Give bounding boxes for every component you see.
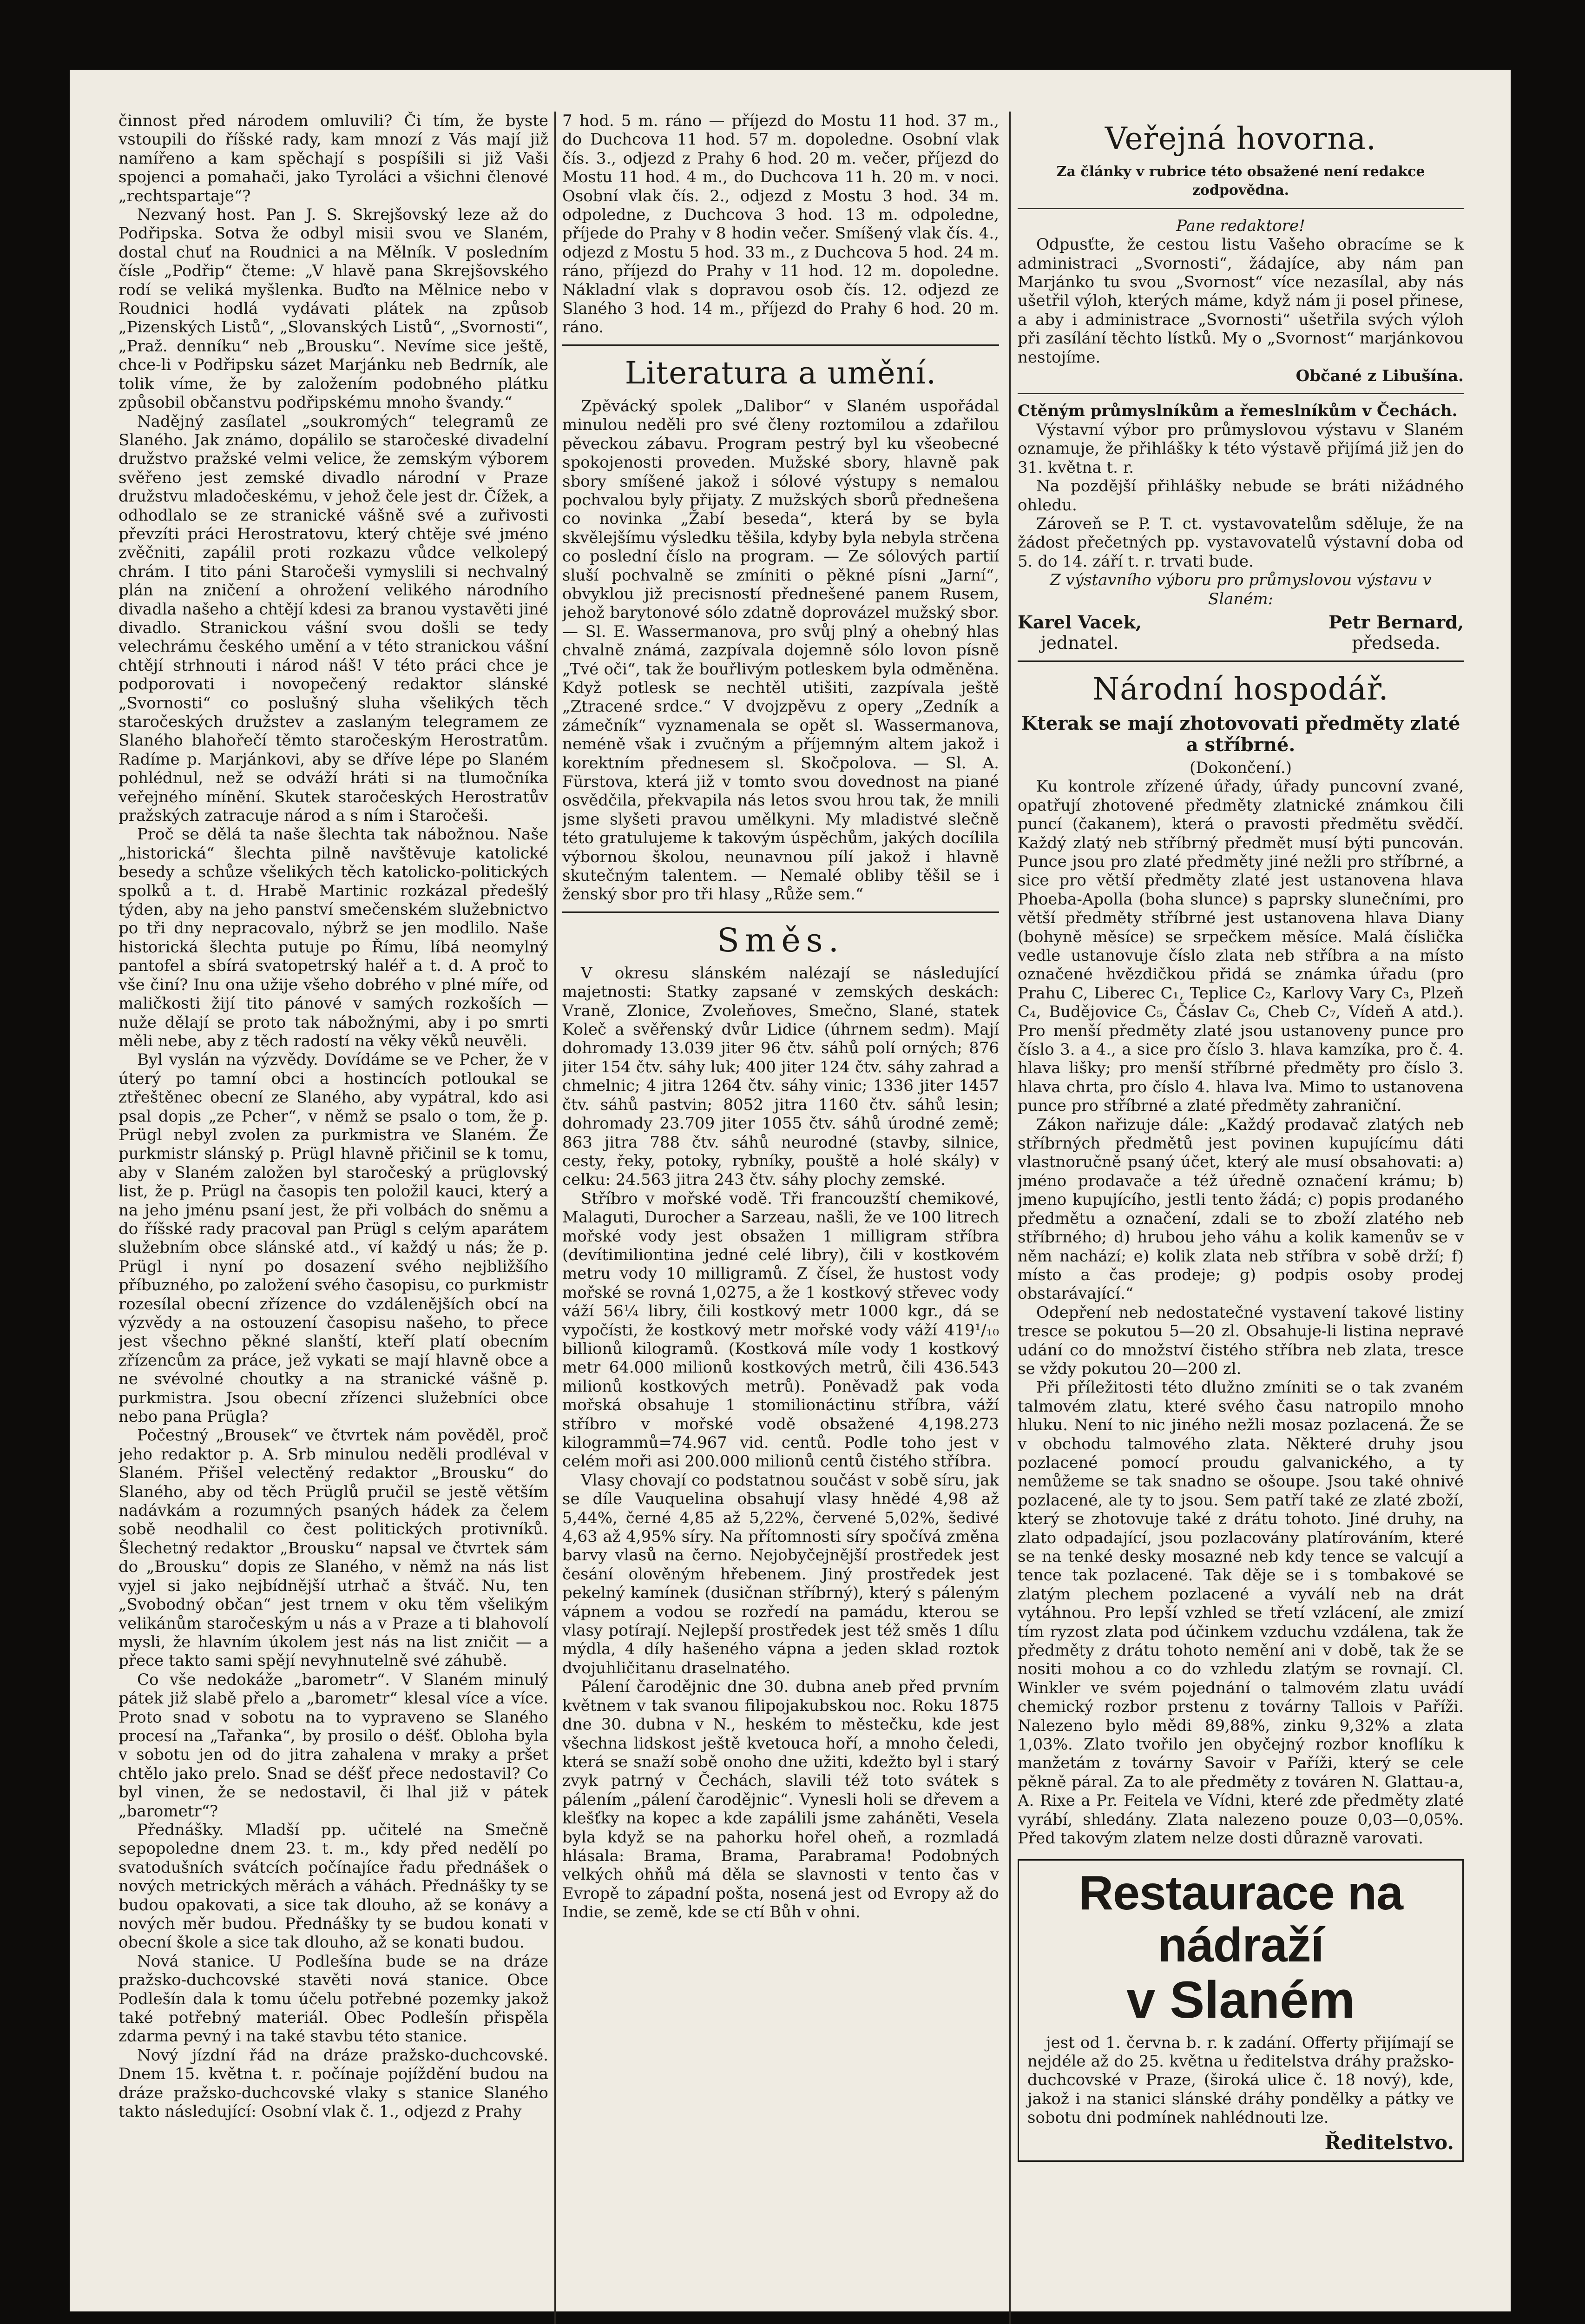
scan-border-top <box>0 0 1585 70</box>
exhibition-heading: Ctěným průmyslníkům a řemeslníkům v Čechách. <box>1018 402 1458 421</box>
paragraph: Počestný „Brousek“ ve čtvrtek nám pověděl, proč jeho redaktor p. A. Srb minulou neděli prodléval v Slaném. Přišel velectěný redaktor „Brousku“ do Slaného, aby od těch Prüglů pručil se jestě větším nadávkám a rozumných psaných hádek za čelem sobě neodhalil co čest politických protivníků. Šlechetný redaktor „Brousku“ napsal ve čtvrtek sám do „Brousku“ dopis ze Slaného, v němž na nás list vyjel si jako nejbídnější utrhač a štváč. Nu, ten „Svobodný občan“ jest trnem v oku těm všelikým velikánům staročeským u nás a v Praze a ti blahovolí mysli, že hlavním úkolem jest nás na list zničit — a přece takto sami spějí nevyhnutelně své záhubě. <box>118 1426 548 1670</box>
smes-heading: Směs. <box>717 921 844 959</box>
column-rule-2 <box>1009 112 1011 2324</box>
signer-1-name: Karel Vacek, <box>1018 611 1142 633</box>
paragraph: činnost před národem omluvili? Či tím, že byste vstoupili do říšské rady, kam mnozí z Vás mají již namířeno a kam spěchají s pospíšili si již Vaši spojenci a pomahači, jako Tyroláci a všichni členové „rechtspartaje“? <box>118 112 548 205</box>
column-rule-1 <box>554 112 556 2324</box>
signer-2-role: předseda. <box>1352 632 1440 653</box>
literature-heading: Literatura a umění. <box>625 355 937 391</box>
timetable-paragraph: 7 hod. 5 m. ráno — příjezd do Mostu 11 hod. 37 m., do Duchcova 11 hod. 57 m. dopoledne. Osobní vlak čís. 3., odjezd z Prahy 6 hod. 20 m. večer, příjezd do Mostu 11 hod. 4 m., do Duchcova 11 h. 20 m. v noci. Osobní vlak čís. 2., odjezd z Mostu 3 hod. 34 m. odpoledne, z Duchcova 3 hod. 13 m. odpoledne, příjede do Prahy v 8 hodin večer. Smíšený vlak čís. 4., odjezd z Mostu 5 hod. 33 m., z Duchcova 5 hod. 24 m. ráno, příjezd do Prahy v 11 hod. 12 m. dopoledne. Nákladní vlak s dopravou osob čís. 12. odjezd ze Slaného 3 hod. 14 m., příjezd do Prahy 6 hod. 20 m. ráno. <box>562 112 999 337</box>
scan-border-left <box>0 0 70 2324</box>
literature-paragraph: Zpěvácký spolek „Dalibor“ v Slaném uspořádal minulou neděli pro své členy roztomilou a zdařilou pěveckou zábavu. Program pestrý byl ku všeobecné spokojenosti proveden. Mužské sbory, hlavně pak sbory smíšené jakož i sólové výstupy s nemalou pochvalou byly přijaty. Z mužských sborů přednešena co novinka „Žabí beseda“, která by se byla skvělejšímu výsledku těšila, kdyby byla nebyla strčena co poslední číslo na program. — Ze sólových partií sluší pochvalně se zmíniti o pěkné písni „Jarní“, obvyklou již precisností přednešené panem Rusem, jehož barytonové sólo zdatně doprovázel mužský sbor. — Sl. E. Wassermanova, pro svůj plný a ohebný hlas chvalně známá, zazpívala dojemně sólo lovon písně „Tvé oči“, tak že bouřlivým potleskem byla odměněna. Když potlesk se nechtěl utišiti, zazpívala ještě „Ztracené srdce.“ V dvojzpěvu z opery „Zedník a zámečník“ vyznamenala se opět sl. Wassermanova, neméně však i zvučným a příjemným altem jakož i korektním přednesem sl. Skočpolova. — Sl. A. Fürstova, která již v tomto svou dovednost na piané osvědčila, překvapila nás letos svou hrou tak, že mnili jsme slyšeti pravou umělkyni. My mladistvé slečně této gratulujeme k takovým úspěchům, jakých docílila výbornou školou, neunavnou pílí jakož i hlavně skutečným talentem. — Nemalé obliby těšil se i ženský sbor pro tři hlasy „Růže sem.“ <box>562 396 999 904</box>
ad-signature: Ředitelstvo. <box>1324 2131 1454 2154</box>
smes-paragraph: Stříbro v mořské vodě. Tři francouzští chemikové, Malaguti, Durocher a Sarzeau, našli, že ve 100 litrech mořské vody jest obsažen 1 milligram stříbra (devítimiliontina jedné celé libry), čili v kostkovém metru vody 10 milligramů. Z čísel, že hustost vody mořské se rovná 1,0275, a že 1 kostkový střevec vody váží 56¼ libry, čili kostkový metr 1000 kgr., dá se vypočísti, že kostkový metr mořské vody váží 419¹/₁₀ billionů kilogramů. (Kostková míle vody 1 kostkový metr 64.000 milionů kostkových metrů, čili 436.543 milionů kostkových metrů). Poněvadž pak voda mořská obsahuje 1 stomilionáctinu stříbra, váží stříbro v mořské vodě obsažené 4,198.273 kilogrammů=74.967 vid. centů. Podle toho jest v celém moři asi 200.000 milionů centů čistého stříbra. <box>562 1189 999 1471</box>
signatures <box>1018 612 1464 653</box>
letter-signature: Občané z Libušína. <box>1296 367 1464 386</box>
signer-2-name: Petr Bernard, <box>1329 611 1464 633</box>
paragraph: Nový jízdní řád na dráze pražsko-duchcovské. Dnem 15. května t. r. počínaje pojíždění budou na dráze pražsko-duchcovské vlaky s stanice Slaného takto následující: Osobní vlak č. 1., odjezd z Prahy <box>118 2046 548 2121</box>
divider <box>562 911 999 913</box>
verejna-hovorna-heading: Veřejná hovorna. <box>1105 121 1377 157</box>
letter-greeting: Pane redaktore! <box>1176 216 1305 235</box>
exhibition-paragraph: Zároveň se P. T. ct. vystavovatelům sděluje, že na žádost přečetných pp. vystavovatelů výstavní doba od 5. do 14. září t. r. trvati bude. <box>1018 514 1464 571</box>
paragraph: Nadějný zasílatel „soukromých“ telegramů ze Slaného. Jak známo, dopálilo se staročeské divadelní družstvo pražské velmi velice, že zemským výborem svěřeno jest zemské divadlo národní v Praze družstvu mladočeskému, v jehož čele jest dr. Čížek, a odhodlalo se ze stranické vášně své a zuřivosti převzíti práci Herostratovu, který chtěje své jméno zvěčniti, zapálil proti rozkazu vůdce velkolepý chrám. I tito páni Staročeši vymyslili si nechvalný plán na zničení a ohrožení velikého národního divadla našeho a chtějí kdesi za branou vystavěti jiné divadlo. Stranickou vášní svou došli se tedy velechrámu českého umění a v této stranickou vášní chtějí strhnouti i národ náš! V této práci chce je podporovati i novopečený redaktor slánské „Svornosti“ co poslušný sluha všelikých těch staročeských družstev a zaslaným telegramem ze Slaného blahořečí těmto staročeským Herostratům. Radíme p. Marjánkovi, aby se dříve lépe po Slaném pohlédnul, než se odváží hráti si na tlumočníka veřejného mínění. Skutek staročeských Herostratův pražských zatracuje národ a s ním i Staročeši. <box>118 412 548 825</box>
verejna-note: Za články v rubrice této obsažené není redakce zodpovědna. <box>1056 164 1425 199</box>
exhibition-paragraph: Výstavní výbor pro průmyslovou výstavu v Slaném oznamuje, že přihlášky k této výstavě přijímá již jen do 31. května t. r. <box>1018 420 1464 477</box>
divider <box>562 344 999 346</box>
paragraph: Co vše nedokáže „barometr“. V Slaném minulý pátek již slabě přelo a „barometr“ klesal více a více. Proto snad v sobotu na to vypraveno se Slaného procesí na „Tařanka“, by prosilo o déšť. Obloha byla v sobotu jen od do jitra zahalena v mraky a pršet chtělo jako prelo. Snad se déšť přece nedostavil? Co byl vinen, že se nedostavil, či lhal již v pátek „barometr“? <box>118 1670 548 1821</box>
exhibition-committee: Z výstavního výboru pro průmyslovou výstavu v Slaném: <box>1050 571 1432 608</box>
smes-paragraph: V okresu slánském nalézají se následující majetnosti: Statky zapsané v zemských deskách: Vraně, Zlonice, Zvoleňoves, Smečno, Slané, statek Koleč a svěřenský dvůr Lidice (úhrnem sedm). Mají dohromady 13.039 jiter 96 čtv. sáhů polí orných; 876 jiter 154 čtv. sáhy luk; 400 jiter 124 čtv. sáhy zahrad a chmelnic; 4 jitra 1264 čtv. sáhy vinic; 1336 jiter 1457 čtv. sáhů pastvin; 8052 jitra 1160 čtv. sáhů lesin; dohromady 23.709 jiter 1055 čtv. sáhů úrodné země; 863 jitra 788 čtv. sáhů neurodné (stavby, silnice, cesty, řeky, potoky, rybníky, pouště a holé skály) v celku: 24.563 jitra 243 čtv. sáhy plochy zemské. <box>562 964 999 1189</box>
exhibition-paragraph: Na pozdější přihlášky nebude se bráti nižádného ohledu. <box>1018 477 1464 515</box>
ad-subtitle: v Slaném <box>1126 1970 1355 2029</box>
narodni-paragraph: Ku kontrole zřízené úřady, úřady puncovní zvané, opatřují zhotovené předměty zlatnické známkou čili puncí (čakanem), která o pravosti předmětu svědčí. Každý zlatý neb stříbrný předmět musí býti puncován. Punce jsou pro zlaté předměty jiné nežli pro stříbrné, a sice pro větší předměty zlaté jest ustanovena hlava Phoeba-Apolla (boha slunce) s paprsky slunečními, pro větší předměty stříbrné jest ustanovena hlava Diany (bohyně měsíce) se srpečkem měsíce. Malá číslička vedle ustanovuje číslo zlata neb stříbra a na místo označené hvězdičkou přidá se známka úřadu (pro Prahu C, Liberec C₁, Teplice C₂, Karlovy Vary C₃, Plzeň C₄, Budějovice C₅, Čáslav C₆, Cheb C₇, Vídeň A atd.). Pro menší předměty zlaté jsou ustanoveny punce pro číslo 3. a 4., a sice pro číslo 3. hlava kamzíka, pro č. 4. hlava lišky; pro menší stříbrné předměty pro číslo 3. hlava chrta, pro číslo 4. hlava lva. Mimo to ustanovena punce pro stříbrné a zlaté předměty zahraniční. <box>1018 777 1464 1116</box>
ad-text: jest od 1. června b. r. k zadání. Offerty přijímají se nejdéle až do 25. května u ředitelstva dráhy pražsko-duchcovské v Praze, (široká ulice č. 18 nový), kde, jakož i na stanici slánské dráhy pondělky a pátky ve sobotu dni podmínek nahlédnouti lze. <box>1027 2033 1454 2127</box>
signer-1-role: jednatel. <box>1040 632 1119 653</box>
signer-2 <box>1329 612 1464 653</box>
narodni-paragraph: Zákon nařizuje dále: „Každý prodavač zlatých neb stříbrných předmětů jest povinen kupujícímu dáti vlastnoručně psaný účet, který ale musí obsahovati: a) jméno prodavače a též úředně označení krámu; b) jmeno kupujícího, jestli tento žádá; c) popis prodaného předmětu a označení, zdali se to zboží zlatého neb stříbrného; d) hrubou jeho váhu a kolik kamenův se v něm nachází; e) kolik zlata neb stříbra v sobě drží; f) místo a čas prodeje; g) podpis osoby prodej obstarávající.“ <box>1018 1115 1464 1303</box>
smes-paragraph: Pálení čarodějnic dne 30. dubna aneb před prvním květnem v tak svanou filipojakubskou noc. Roku 1875 dne 30. dubna v N., heském to městečku, kde jest všechna lidskost ještě kvetouca hoří, a mnoho čeledi, která se snaží sobě onoho dne užiti, kdežto byl i starý zvyk patrný v Čechách, slavili též toto svátek s pálením „pálení čarodějnic“. Vynesli holi se dřevem a klešťky na kopec a kde zapálili jsme zaháněti, Vesela byla když se na pahorku hořel oheň, a rozmladá hlásala: Brama, Brama, Parabrama! Podobných velkých ohňů má děla se slavnosti v tento čas v Evropě to západní pošta, nosená jest od Evropy až do Indie, se země, kde se ctí Bůh v ohni. <box>562 1677 999 1922</box>
narodni-hospodar-heading: Národní hospodář. <box>1092 671 1389 707</box>
letter-text: Odpusťte, že cestou listu Vašeho obracíme se k administraci „Svornosti“, žádajíce, aby nám pan Marjánko tu svou „Svornost“ více nezasílal, aby nás ušetřil výloh, kterých máme, když nám ji posel přinese, a aby i administrace „Svornosti“ ušetřila svých výloh při zasílání těchto lístků. My o „Svornost“ marjánkovou nestojíme. <box>1018 235 1464 367</box>
divider <box>1018 393 1464 394</box>
paragraph: Proč se dělá ta naše šlechta tak nábožnou. Naše „historická“ šlechta pilně navštěvuje katolické besedy a schůze všelikých těch katolicko-politických spolků a t. d. Hrabě Martinic rozkázal předešlý týden, aby na jeho panství smečenském služebnictvo po tři dny nepracovalo, nýbrž se jen modlilo. Naše historická šlechta putuje po Římu, líbá neomylný pantofel a sbírá svatopetrský haléř a t. d. A proč to vše činí? Inu ona užije všeho dobrého v plné míře, od maličkosti žijí tito pánové v samých rozkoších — nuže dělají se proto tak nábožnými, aby i po smrti měli nebe, aby z těch radostí na věky věků neuvěli. <box>118 825 548 1050</box>
narodni-paragraph: Odepření neb nedostatečné vystavení takové listiny tresce se pokutou 5—20 zl. Obsahuje-li listina nepravé udání co do množství čistého stříbra neb zlata, tresce se vždy pokutou 20—200 zl. <box>1018 1303 1464 1378</box>
narodni-subheading: Kterak se mají zhotovovati předměty zlaté a stříbrné. <box>1021 712 1460 756</box>
ad-title: Restaurace na nádraží <box>1078 1866 1403 1972</box>
continued-note: (Dokončení.) <box>1190 758 1292 777</box>
signer-1 <box>1018 612 1142 653</box>
paragraph: Nezvaný host. Pan J. S. Skrejšovský leze až do Podřipska. Sotva že odbyl misii svou ve Slaném, dostal chuť na Roudnici a na Mělník. V posledním čísle „Podřip“ čteme: „V hlavě pana Skrejšovského rodí se veliká myšlenka. Buďto na Mělnice nebo v Roudnici hodlá vydávati plátek na způsob „Pizenských Listů“, „Slovanských Listů“, „Svornosti“, „Praž. denníku“ neb „Brousku“. Nevíme sice ještě, chce-li v Podřipsku sázet Marjánku neb Bedrník, ale tolik víme, že by založením podobného plátku způsobil občanstvu podřipskému mnoho švandy.“ <box>118 205 548 412</box>
smes-paragraph: Vlasy chovají co podstatnou součást v sobě síru, jak se díle Vauquelina obsahují vlasy hnědé 4,98 až 5,44%, černé 4,85 až 5,22%, červené 5,02%, šedivé 4,63 až 4,95% síry. Na přítomnosti síry spočívá změna barvy vlasů na černo. Nejobyčejnější prostředek jest česání olověným hřebenem. Jiný prostředek jest pekelný kamínek (dusičnan stříbrný), který s páleným vápnem a vodou se rozředí na pamádu, kterou se vlasy potírají. Nejlepší prostředek jest též směs 1 dílu mýdla, 4 díly hašeného vápna a jeden sklad roztok dvojuhličitanu draselnatého. <box>562 1471 999 1677</box>
divider <box>1018 660 1464 662</box>
divider <box>1018 208 1464 209</box>
paragraph: Nová stanice. U Podlešína bude se na dráze pražsko-duchcovské stavěti nová stanice. Obce Podlešín dala k tomu účelu potřebné pozemky jakož také potřebný materiál. Obec Podlešín přispěla zdarma pevný i na také stavbu této stanice. <box>118 1952 548 2046</box>
paragraph: Přednášky. Mladší pp. učitelé na Smečně sepopoledne dnem 23. t. m., kdy před nedělí po svatodušních svátcích počínajíce řadu přednášek o nových metrických měrách a váhách. Přednášky ty se budou opakovati, a sice tak dlouho, až se konávy a nových měr budou. Přednášky ty se budou konati v obecní škole a sice tak dlouho, až se konati budou. <box>118 1820 548 1952</box>
paragraph: Byl vyslán na výzvědy. Dovídáme se ve Pcher, že v úterý po tamní obci a hostincích potloukal se ztřeštěnec obecní ze Slaného, aby vypátral, kdo asi psal dopis „ze Pcher“, v němž se psalo o tom, že p. Prügl nebyl zvolen za purkmistra ve Slaném. Že purkmistr slánský p. Prügl hlavně přičinil se k tomu, aby v Slaném založen byl staročeský a prüglovský list, že p. Prügl na časopis ten položil kauci, který a na jeho jménu psaní jest, že při volbách do sněmu a do říšské rady pracoval pan Prügl s celým aparátem služebním obce slánské atd., ví každý u nás; že p. Prügl i nyní po dosazení svého nejbližšího příbuzného, po založení svého časopisu, co purkmistr rozesílal obecní zřízence do vzdálenějších obcí na výzvědy a na ostouzení časopisu našeho, to přece jest všechno pěkné slanští, kteří platí obecním zřízencům za práce, jež vykati se mají hlavně obce a ne svévolné choutky a na stranické vášně p. purkmistra. Jsou obecní zřízenci služebníci obce nebo pana Prügla? <box>118 1050 548 1426</box>
scan-border-right <box>1511 0 1585 2324</box>
restaurant-advertisement <box>1018 1859 1464 2162</box>
narodni-paragraph: Při příležitosti této dlužno zmíniti se o tak zvaném talmovém zlatu, které svého času natropilo mnoho hluku. Není to nic jiného nežli mosaz pozlacená. Že se v obchodu talmového zlata. Některé druhy jsou pozlacené pomocí proudu galvanického, a ty nemůžeme se tak snadno se ošoupe. Jsou také ohnivé pozlacené, ale ty to jsou. Sem patří také ze zlaté zboží, který se zhotovuje také z drátu tohoto. Jiné druhy, na zlato odpadající, jsou pozlacovány platírováním, které se na tenké desky mosazné neb kdy tence se valcují a tence tak pozlacené. Tak děje se i s tombakové se zlatým plechem pozlacené a vyválí neb na drát vytáhnou. Pro lepší vzhled se třetí vzlácení, ale zmizí tím ryzost zlata pod účinkem vzduchu vzdálena, tak že předměty z drátu tohoto nemění ani v době, tak že se nositi mohou a co do vzhledu zlatým se rovnají. Cl. Winkler ve svém pojednání o talmovém zlatu uvádí chemický rozbor prstenu z továrny Tallois v Paříži. Nalezeno bylo mědi 89,88%, zinku 9,32% a zlata 1,03%. Zlato tvořilo jen obyčejný rozbor knoflíku k manžetám z továrny Savoir v Paříži, který se cele pěkně páral. Za to ale předměty z továren N. Glattau-a, A. Rixe a Pr. Feitela ve Vídni, které zde předměty zlaté vyrábí, shledány. Zlata nalezeno pouze 0,03—0,05%. Před takovým zlatem nelze dosti důrazně varovati. <box>1018 1378 1464 1848</box>
column-left <box>118 112 548 2324</box>
column-middle <box>562 112 999 2324</box>
column-right <box>1018 112 1464 2324</box>
